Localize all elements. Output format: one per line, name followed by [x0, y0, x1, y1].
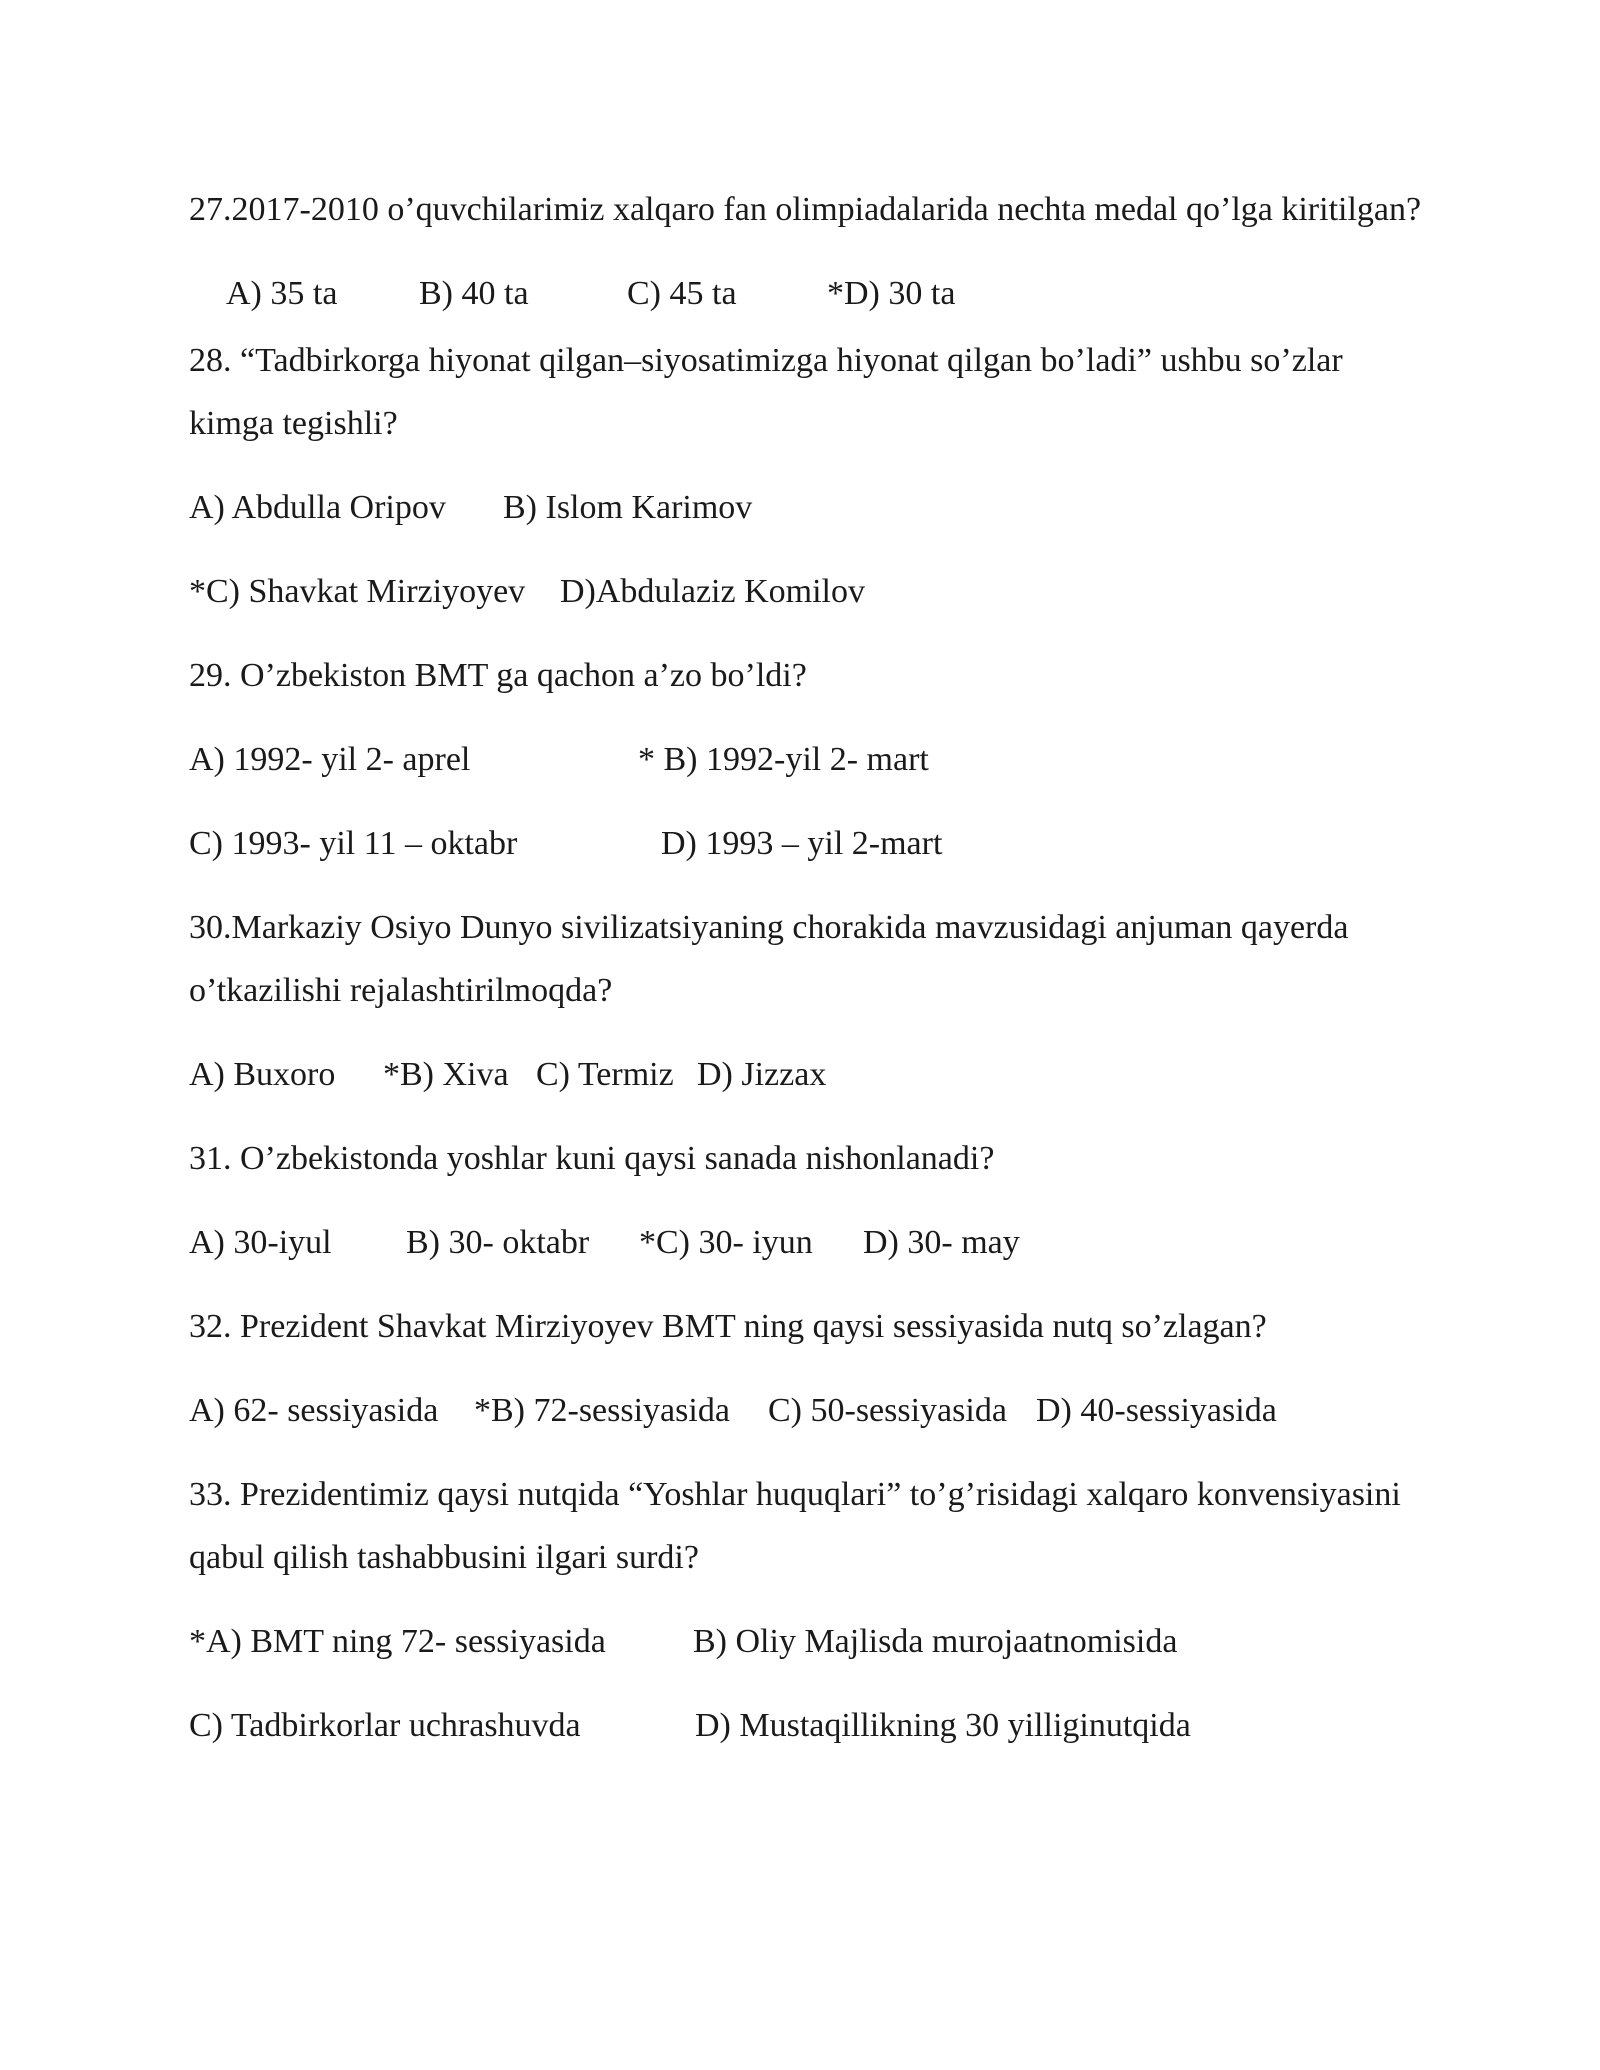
q27-option-c: C) 45 ta	[627, 275, 737, 312]
q33-option-b: B) Oliy Majlisda murojaatnomisida	[693, 1623, 1178, 1660]
question-30-text-cont: o’tkazilishi rejalashtirilmoqda?	[189, 972, 613, 1009]
q33-option-c: C) Tadbirkorlar uchrashuvda	[189, 1707, 581, 1744]
question-31-text: 31. O’zbekistonda yoshlar kuni qaysi sanada nishonlanadi?	[189, 1140, 995, 1177]
q33-option-d: D) Mustaqillikning 30 yilliginutqida	[695, 1707, 1191, 1744]
q32-option-a: A) 62- sessiyasida	[189, 1392, 439, 1429]
q30-option-d: D) Jizzax	[697, 1056, 827, 1093]
q30-option-a: A) Buxoro	[189, 1056, 336, 1093]
question-29-text: 29. O’zbekiston BMT ga qachon a’zo bo’ldi?	[189, 657, 807, 694]
question-27-text: 27.2017-2010 o’quvchilarimiz xalqaro fan olimpiadalarida nechta medal qo’lga kiritilgan?	[189, 191, 1422, 228]
q29-option-b: * B) 1992-yil 2- mart	[638, 741, 929, 778]
q32-option-d: D) 40-sessiyasida	[1036, 1392, 1277, 1429]
question-33-text-cont: qabul qilish tashabbusini ilgari surdi?	[189, 1539, 699, 1576]
q28-option-c: *C) Shavkat Mirziyoyev	[189, 573, 526, 610]
q31-option-b: B) 30- oktabr	[406, 1224, 590, 1261]
q27-option-a: A) 35 ta	[226, 275, 338, 312]
q29-option-a: A) 1992- yil 2- aprel	[189, 741, 471, 778]
q29-option-d: D) 1993 – yil 2-mart	[661, 825, 943, 862]
question-32-text: 32. Prezident Shavkat Mirziyoyev BMT ning qaysi sessiyasida nutq so’zlagan?	[189, 1308, 1267, 1345]
q31-option-d: D) 30- may	[863, 1224, 1020, 1261]
q32-option-c: C) 50-sessiyasida	[768, 1392, 1007, 1429]
q30-option-c: C) Termiz	[536, 1056, 674, 1093]
q30-option-b: *B) Xiva	[383, 1056, 509, 1093]
q31-option-c: *C) 30- iyun	[639, 1224, 813, 1261]
question-28-text: 28. “Tadbirkorga hiyonat qilgan–siyosatimizga hiyonat qilgan bo’ladi” ushbu so’zlar	[189, 342, 1343, 379]
q27-option-b: B) 40 ta	[419, 275, 529, 312]
q29-option-c: C) 1993- yil 11 – oktabr	[189, 825, 518, 862]
q33-option-a: *A) BMT ning 72- sessiyasida	[189, 1623, 606, 1660]
q27-option-d: *D) 30 ta	[827, 275, 956, 312]
q28-option-d: D)Abdulaziz Komilov	[560, 573, 865, 610]
question-33-text: 33. Prezidentimiz qaysi nutqida “Yoshlar huquqlari” to’g’risidagi xalqaro konvensiyasini	[189, 1476, 1401, 1513]
q28-option-a: A) Abdulla Oripov	[189, 489, 446, 526]
q32-option-b: *B) 72-sessiyasida	[474, 1392, 730, 1429]
question-28-text-cont: kimga tegishli?	[189, 405, 398, 442]
q31-option-a: A) 30-iyul	[189, 1224, 332, 1261]
q28-option-b: B) Islom Karimov	[503, 489, 753, 526]
question-30-text: 30.Markaziy Osiyo Dunyo sivilizatsiyaning chorakida mavzusidagi anjuman qayerda	[189, 909, 1349, 946]
